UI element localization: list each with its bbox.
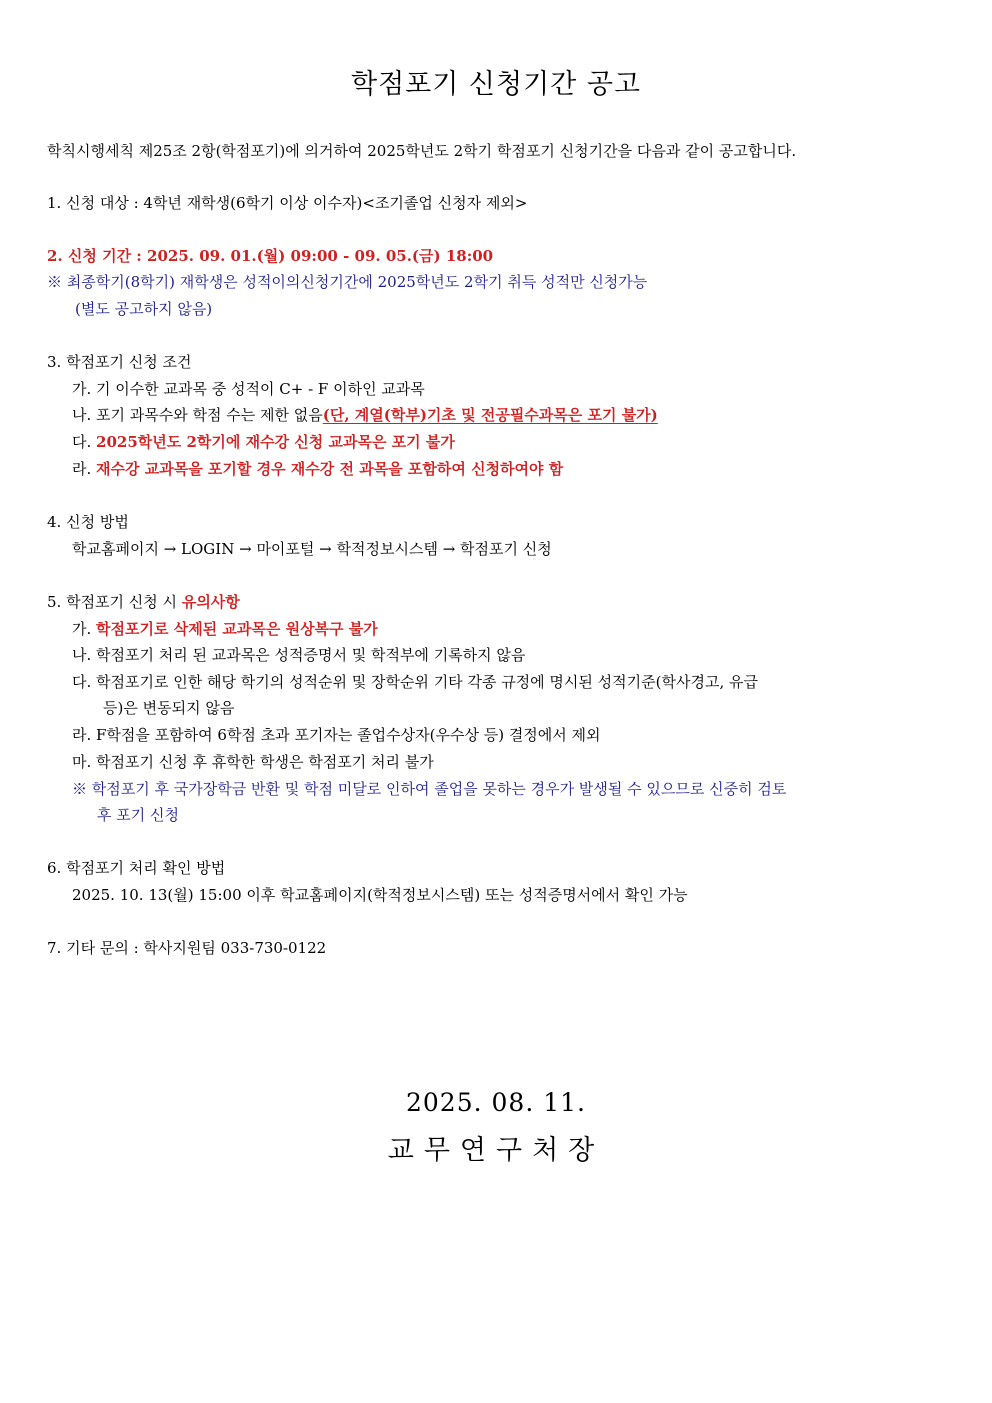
section-3-item-d xyxy=(72,459,563,479)
section-4-heading: 4. 신청 방법 xyxy=(47,513,129,531)
section-3-item-b-emphasis: (단, 계열(학부)기초 및 전공필수과목은 포기 불가) xyxy=(322,406,658,424)
section-2-note-cont: (별도 공고하지 않음) xyxy=(75,300,213,318)
notice-date: 2025. 08. 11. xyxy=(406,1088,586,1117)
section-5-item-c: 다. 학점포기로 인한 해당 학기의 성적순위 및 장학순위 기타 각종 규정에 명시된 성적기준(학사경고, 유급 xyxy=(72,673,758,691)
section-7-contact: 7. 기타 문의 : 학사지원팀 033-730-0122 xyxy=(47,939,327,957)
section-5-item-b: 나. 학점포기 처리 된 교과목은 성적증명서 및 학적부에 기록하지 않음 xyxy=(72,646,526,664)
section-5-item-d: 라. F학점을 포함하여 6학점 초과 포기자는 졸업수상자(우수상 등) 결정에서 제외 xyxy=(72,726,601,744)
page-title: 학점포기 신청기간 공고 xyxy=(351,69,641,100)
section-3-heading: 3. 학점포기 신청 조건 xyxy=(47,353,192,371)
section-5-item-c-cont: 등)은 변동되지 않음 xyxy=(103,699,235,717)
section-5-heading-text: 5. 학점포기 신청 시 xyxy=(47,593,182,611)
section-5-item-a xyxy=(72,619,378,639)
section-5-note-cont: 후 포기 신청 xyxy=(97,806,179,824)
issuing-office: 교무연구처장 xyxy=(387,1135,605,1166)
section-1-target: 1. 신청 대상 : 4학년 재학생(6학기 이상 이수자)<조기졸업 신청자 제외> xyxy=(47,194,528,212)
section-5-item-a-emphasis: 학점포기로 삭제된 교과목은 원상복구 불가 xyxy=(96,620,378,638)
section-3-item-c-emphasis: 2025학년도 2학기에 재수강 신청 교과목은 포기 불가 xyxy=(96,433,455,451)
section-5-heading-emphasis: 유의사항 xyxy=(181,593,240,611)
section-2-note: ※ 최종학기(8학기) 재학생은 성적이의신청기간에 2025학년도 2학기 취득 성적만 신청가능 xyxy=(47,273,648,291)
section-3-item-b xyxy=(72,405,658,425)
section-5-note: ※ 학점포기 후 국가장학금 반환 및 학점 미달로 인하여 졸업을 못하는 경우가 발생될 수 있으므로 신중히 검토 xyxy=(72,780,787,798)
intro-text: 학칙시행세칙 제25조 2항(학점포기)에 의거하여 2025학년도 2학기 학점포기 신청기간을 다음과 같이 공고합니다. xyxy=(47,142,797,160)
section-4-path: 학교홈페이지 → LOGIN → 마이포털 → 학적정보시스템 → 학점포기 신청 xyxy=(72,540,552,558)
section-5-item-a-marker: 가. xyxy=(72,620,97,638)
section-3-item-d-emphasis: 재수강 교과목을 포기할 경우 재수강 전 과목을 포함하여 신청하여야 함 xyxy=(96,460,564,478)
section-3-item-c xyxy=(72,432,455,452)
section-3-item-b-text: 나. 포기 과목수와 학점 수는 제한 없음 xyxy=(72,406,323,424)
section-6-heading: 6. 학점포기 처리 확인 방법 xyxy=(47,859,226,877)
section-5-heading xyxy=(47,592,240,612)
section-3-item-d-marker: 라. xyxy=(72,460,97,478)
section-6-detail: 2025. 10. 13(월) 15:00 이후 학교홈페이지(학적정보시스템) 또는 성적증명서에서 확인 가능 xyxy=(72,886,688,904)
section-3-item-a: 가. 기 이수한 교과목 중 성적이 C+ - F 이하인 교과목 xyxy=(72,380,425,398)
section-2-period: 2. 신청 기간 : 2025. 09. 01.(월) 09:00 - 09. 05.(금) 18:00 xyxy=(47,247,494,265)
section-5-item-e: 마. 학점포기 신청 후 휴학한 학생은 학점포기 처리 불가 xyxy=(72,753,434,771)
section-3-item-c-marker: 다. xyxy=(72,433,97,451)
